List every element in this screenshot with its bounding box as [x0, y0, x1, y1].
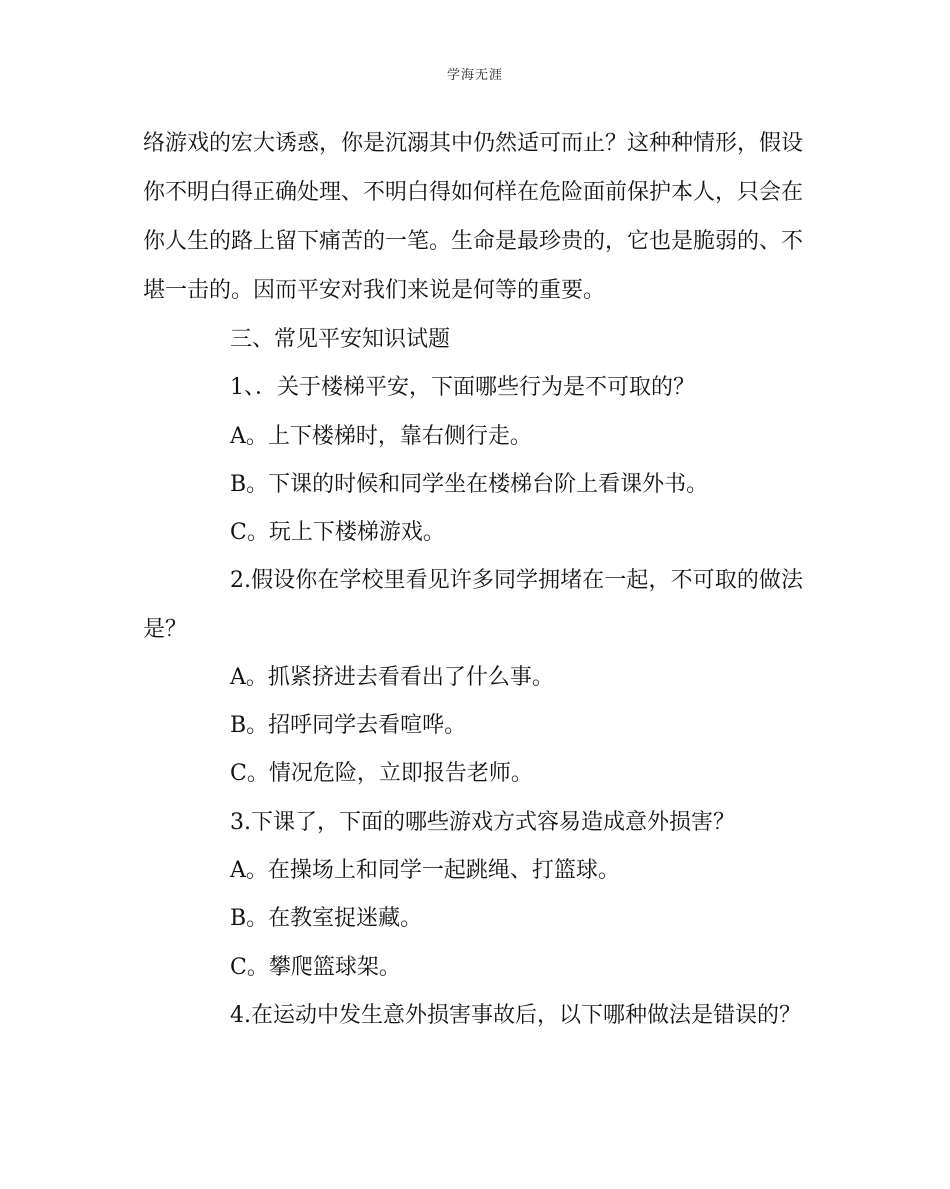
question-3-stem: 3.下课了，下面的哪些游戏方式容易造成意外损害？: [230, 810, 735, 835]
question-1-option-c: C。玩上下楼梯游戏。: [230, 520, 445, 545]
question-3-option-a: A。在操场上和同学一起跳绳、打篮球。: [230, 858, 620, 883]
question-1-stem: 1、．关于楼梯平安，下面哪些行为是不可取的？: [230, 375, 695, 400]
question-3-option-c: C。攀爬篮球架。: [230, 955, 401, 980]
question-2-option-a: A。抓紧挤进去看看出了什么事。: [230, 665, 554, 690]
intro-line-2: 你不明白得正确处理、不明白得如何样在危险面前保护本人，只会在: [143, 180, 804, 205]
question-2-option-b: B。招呼同学去看喧哗。: [230, 713, 467, 738]
intro-line-4: 堪一击的。因而平安对我们来说是何等的重要。: [143, 278, 606, 303]
question-1-option-b: B。下课的时候和同学坐在楼梯台阶上看课外书。: [230, 472, 709, 497]
question-1-option-a: A。上下楼梯时，靠右侧行走。: [230, 424, 532, 449]
question-2-stem: 2.假设你在学校里看见许多同学拥堵在一起，不可取的做法: [230, 568, 803, 593]
intro-line-1: 络游戏的宏大诱惑，你是沉溺其中仍然适可而止？这种种情形，假设: [143, 131, 804, 156]
question-4-stem: 4.在运动中发生意外损害事故后，以下哪种做法是错误的？: [230, 1003, 801, 1028]
question-2-stem-continued: 是？: [143, 617, 188, 642]
question-3-option-b: B。在教室捉迷藏。: [230, 906, 423, 931]
section-heading: 三、常见平安知识试题: [230, 327, 451, 352]
page-header: 学海无涯: [446, 68, 503, 83]
intro-line-3: 你人生的路上留下痛苦的一笔。生命是最珍贵的，它也是脆弱的、不: [143, 229, 804, 254]
question-2-option-c: C。情况危险，立即报告老师。: [230, 761, 533, 786]
